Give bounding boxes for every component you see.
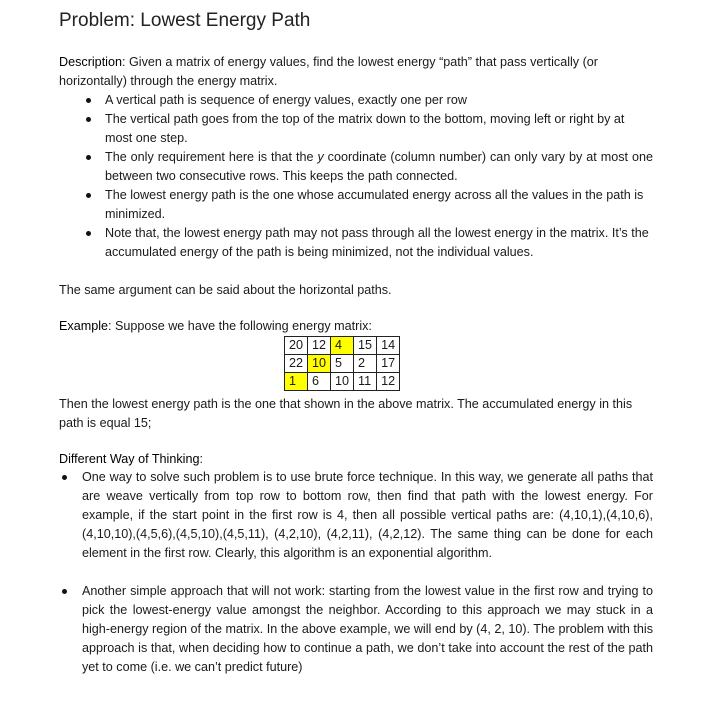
example-text: : Suppose we have the following energy matrix: — [108, 319, 372, 333]
bullet-icon — [62, 475, 67, 480]
matrix-cell-path: 10 — [308, 355, 331, 373]
list-item: One way to solve such problem is to use brute force technique. In this way, we generate all paths that are weave vertically from top row to bottom row, then find that path with the lowest energy. For example, if the start point in the first row is 4, then all possible vertical paths are: (4,10,1),(4,10,6),(4,10,10),(4,5,6),(4,5,10),(4,5,11), (4,2,10), (4,2,11), (4,2,12). The same thing can be done for each element in the first row. Clearly, this algorithm is an exponential algorithm. — [82, 468, 653, 563]
list-item: The lowest energy path is the one whose accumulated energy across all the values in the path is minimized. — [105, 186, 653, 224]
matrix-cell-path: 1 — [285, 373, 308, 391]
bullet-icon — [62, 589, 67, 594]
example-label: Example — [59, 319, 108, 333]
description-label: Description — [59, 55, 122, 69]
list-item: The only requirement here is that the y coordinate (column number) can only vary by at most one between two consecutive rows. This keeps the path connected. — [105, 148, 653, 186]
different-way-heading: Different Way of Thinking: — [59, 452, 203, 466]
matrix-cell: 14 — [377, 337, 400, 355]
matrix-cell: 22 — [285, 355, 308, 373]
horizontal-paths-note: The same argument can be said about the horizontal paths. — [59, 283, 392, 297]
matrix-row — [285, 337, 400, 355]
matrix-cell: 15 — [354, 337, 377, 355]
description-paragraph — [59, 53, 654, 91]
matrix-cell: 12 — [377, 373, 400, 391]
list-item: A vertical path is sequence of energy values, exactly one per row — [105, 91, 653, 110]
list-item: Note that, the lowest energy path may not pass through all the lowest energy in the matrix. It’s the accumulated energy of the path is being minimized, not the individual values. — [105, 224, 653, 262]
bullet-icon — [86, 117, 91, 122]
matrix-row — [285, 355, 400, 373]
matrix-cell: 17 — [377, 355, 400, 373]
bullet-icon — [86, 231, 91, 236]
description-text: : Given a matrix of energy values, find the lowest energy “path” that pass vertically (or horizontally) through the energy matrix. — [59, 55, 598, 88]
bullet-icon — [86, 98, 91, 103]
matrix-row — [285, 373, 400, 391]
matrix-cell-path: 4 — [331, 337, 354, 355]
energy-matrix — [284, 336, 400, 391]
matrix-cell: 11 — [354, 373, 377, 391]
bullet-icon — [86, 155, 91, 160]
matrix-cell: 10 — [331, 373, 354, 391]
list-item: The vertical path goes from the top of the matrix down to the bottom, moving left or right by at most one step. — [105, 110, 653, 148]
example-paragraph — [59, 317, 654, 336]
matrix-cell: 5 — [331, 355, 354, 373]
thinking-list — [82, 468, 653, 677]
bullet-icon — [86, 193, 91, 198]
matrix-cell: 12 — [308, 337, 331, 355]
page-title: Problem: Lowest Energy Path — [59, 10, 311, 31]
list-item: Another simple approach that will not work: starting from the lowest value in the first row and trying to pick the lowest-energy value amongst the neighbor. According to this approach we may stuck in a high-energy region of the matrix. In the above example, we will end by (4, 2, 10). The problem with this approach is that, when deciding how to continue a path, we don’t take into account the rest of the path yet to come (i.e. we can’t predict future) — [82, 582, 653, 677]
requirements-list — [105, 91, 653, 262]
matrix-cell: 20 — [285, 337, 308, 355]
matrix-cell: 6 — [308, 373, 331, 391]
result-paragraph: Then the lowest energy path is the one that shown in the above matrix. The accumulated energy in this path is equal 15; — [59, 397, 633, 430]
matrix-cell: 2 — [354, 355, 377, 373]
